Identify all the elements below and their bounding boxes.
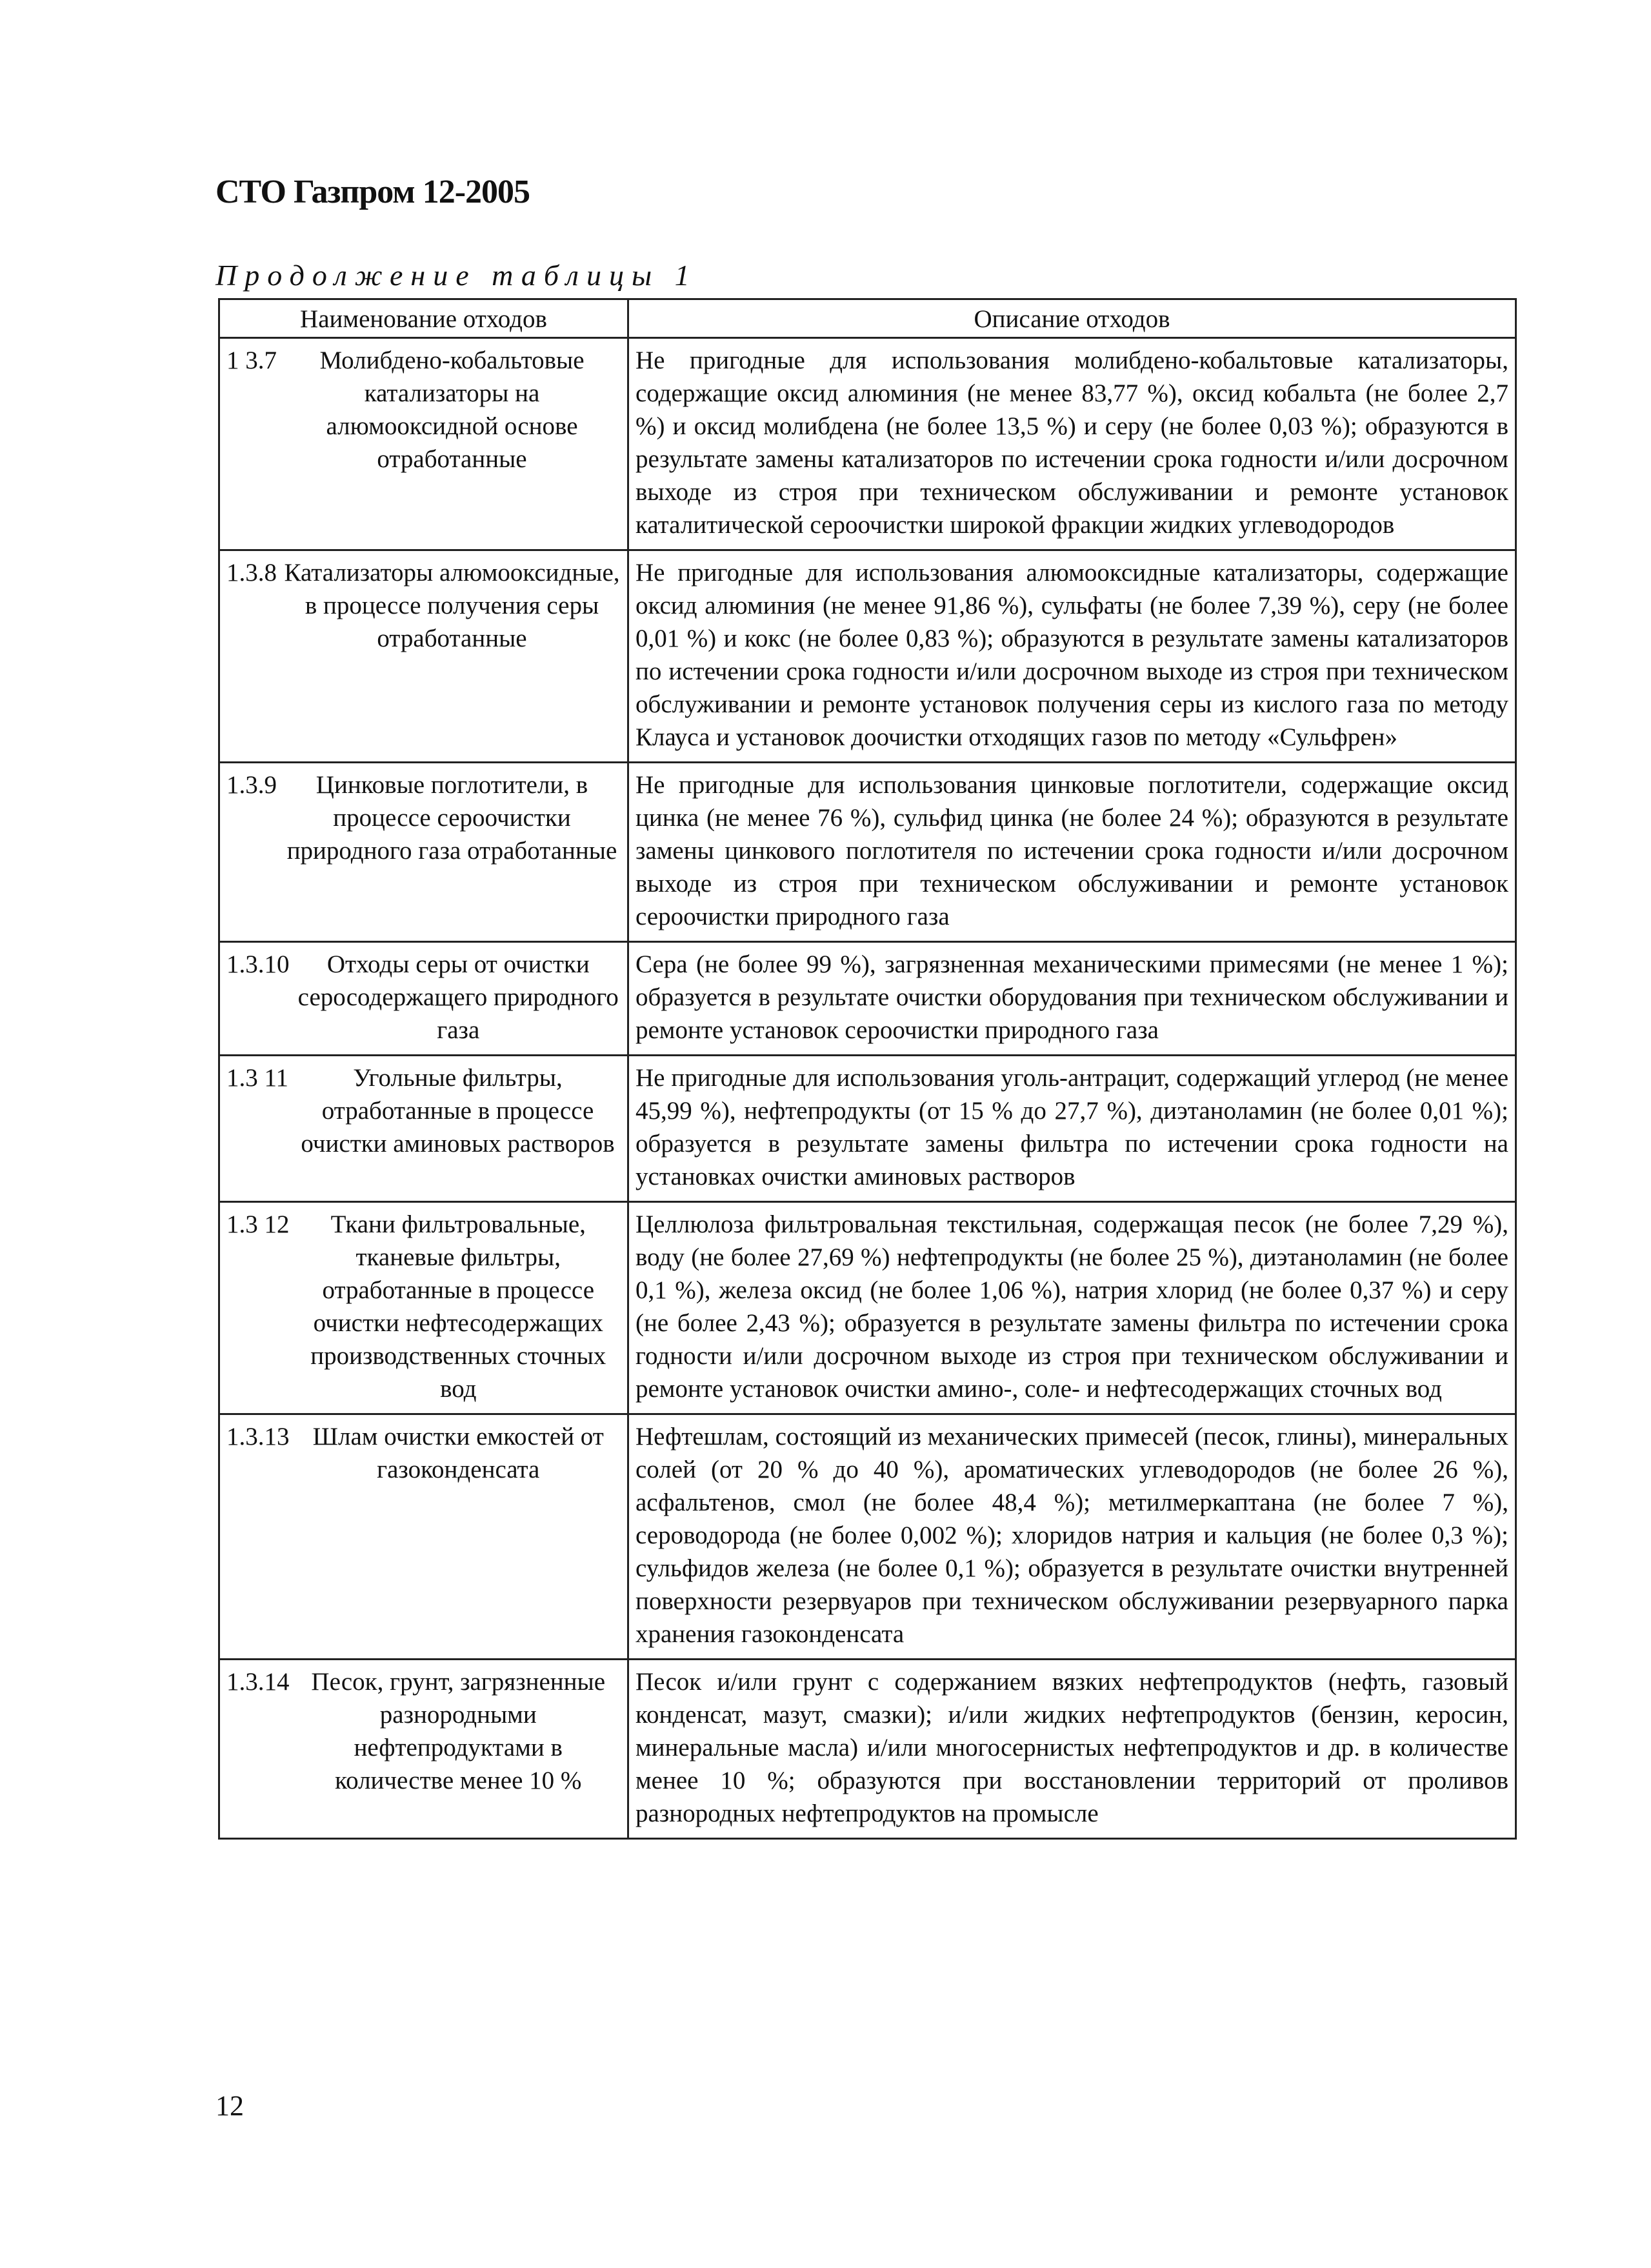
waste-name-cell xyxy=(219,1202,628,1414)
waste-name: Ткани фильтровальные, тканевые фильтры, отработанные в процессе очистки нефтесодержащих производственных сточных вод xyxy=(310,1210,606,1403)
waste-description: Целлюлоза фильтровальная текстильная, содержащая песок (не более 7,29 %), воду (не более 27,69 %) нефтепродукты (не более 25 %), диэтаноламин (не более 0,1 %), железа оксид (не более 1,06 %), натрия хлорид (не более 0,37 %) и серу (не более 2,43 %); образуется в результате замены фильтра по истечении срока годности и/или досрочном выходе из строя при техническом обслуживании и ремонте установок очистки амино-, соле- и нефтесодержащих сточных вод xyxy=(628,1202,1516,1414)
waste-name-cell xyxy=(219,1660,628,1839)
waste-code: 1 3.7 xyxy=(226,346,277,374)
table-row xyxy=(219,942,1516,1056)
waste-code: 1.3.8 xyxy=(226,559,277,587)
waste-description: Нефтешлам, состоящий из механических примесей (песок, глины), минеральных солей (от 20 % до 40 %), ароматических углеводородов (не более 26 %), асфальтенов, смол (не более 48,4 %); метилмеркаптана (не более 7 %), сероводорода (не более 0,002 %); хлоридов натрия и кальция (не более 0,3 %); сульфидов железа (не более 0,1 %); образуется в результате очистки внутренней поверхности резервуаров при техническом обслуживании резервуарного парка хранения газоконденсата xyxy=(628,1414,1516,1660)
waste-description: Сера (не более 99 %), загрязненная механическими примесями (не менее 1 %); образуется в результате очистки оборудования при техническом обслуживании и ремонте установок сероочистки природного газа xyxy=(628,942,1516,1056)
table-row xyxy=(219,1056,1516,1202)
table-caption: Продолжение таблицы 1 xyxy=(215,259,697,292)
table-header-row xyxy=(219,299,1516,338)
waste-description: Песок и/или грунт с содержанием вязких нефтепродуктов (нефть, газовый конденсат, мазут, смазки); и/или жидких нефтепродуктов (бензин, керосин, минеральные масла) и/или многосернистых нефтепродуктов и др. в количестве менее 10 %; образуются при восстановлении территорий от проливов разнородных нефтепродуктов на промысле xyxy=(628,1660,1516,1839)
waste-name-cell xyxy=(219,338,628,550)
column-header-description: Описание отходов xyxy=(628,299,1516,338)
waste-name: Отходы серы от очистки серосодержащего природного газа xyxy=(297,950,619,1044)
waste-code: 1.3 12 xyxy=(226,1210,290,1238)
table-row xyxy=(219,338,1516,550)
waste-name: Песок, грунт, загрязненные разнородными нефтепродуктами в количестве менее 10 % xyxy=(311,1668,606,1794)
column-header-name: Наименование отходов xyxy=(219,299,628,338)
waste-name: Молибдено-кобальтовые катализаторы на алюмооксидной основе отработанные xyxy=(319,346,585,473)
waste-name-cell xyxy=(219,1056,628,1202)
waste-description: Не пригодные для использования цинковые поглотители, содержащие оксид цинка (не менее 76 %), сульфид цинка (не более 24 %); образуются в результате замены цинкового поглотителя по истечении срока годности и/или досрочном выходе из строя при техническом обслуживании и ремонте установок сероочистки природного газа xyxy=(628,763,1516,942)
waste-code: 1.3.14 xyxy=(226,1668,290,1696)
waste-name: Цинковые поглотители, в процессе сероочистки природного газа отработанные xyxy=(286,771,617,865)
waste-name-cell xyxy=(219,1414,628,1660)
waste-name: Катализаторы алюмооксидные, в процессе получения серы отработанные xyxy=(284,559,620,652)
table-row xyxy=(219,763,1516,942)
waste-code: 1.3.10 xyxy=(226,950,290,978)
waste-name: Угольные фильтры, отработанные в процессе очистки аминовых растворов xyxy=(301,1064,615,1158)
waste-code: 1.3.13 xyxy=(226,1423,290,1450)
waste-name: Шлам очистки емкостей от газоконденсата xyxy=(312,1423,604,1483)
waste-code: 1.3.9 xyxy=(226,771,277,799)
table-row xyxy=(219,1414,1516,1660)
waste-code: 1.3 11 xyxy=(226,1064,289,1092)
waste-name-cell xyxy=(219,942,628,1056)
waste-description: Не пригодные для использования уголь-антрацит, содержащий углерод (не менее 45,99 %), нефтепродукты (от 15 % до 27,7 %), диэтаноламин (не более 0,01 %); образуется в результате замены фильтра по истечении срока годности на установках очистки аминовых растворов xyxy=(628,1056,1516,1202)
waste-description: Не пригодные для использования молибдено-кобальтовые катализаторы, содержащие оксид алюминия (не менее 83,77 %), оксид кобальта (не более 2,7 %) и оксид молибдена (не более 13,5 %) и серу (не более 0,03 %); образуются в результате замены катализаторов по истечении срока годности и/или досрочном выходе из строя при техническом обслуживании и ремонте установок каталитической сероочистки широкой фракции жидких углеводородов xyxy=(628,338,1516,550)
table-row xyxy=(219,1202,1516,1414)
waste-name-cell xyxy=(219,763,628,942)
page-number: 12 xyxy=(215,2090,244,2122)
waste-table xyxy=(218,298,1517,1840)
waste-description: Не пригодные для использования алюмооксидные катализаторы, содержащие оксид алюминия (не менее 91,86 %), сульфаты (не более 7,39 %), серу (не более 0,01 %) и кокс (не более 0,83 %); образуются в результате замены катализаторов по истечении срока годности и/или досрочном выходе из строя при техническом обслуживании и ремонте установок получения серы из кислого газа по методу Клауса и установок доочистки отходящих газов по методу «Сульфрен» xyxy=(628,550,1516,763)
document-header: СТО Газпром 12-2005 xyxy=(215,174,530,210)
waste-name-cell xyxy=(219,550,628,763)
table-row xyxy=(219,1660,1516,1839)
table-row xyxy=(219,550,1516,763)
